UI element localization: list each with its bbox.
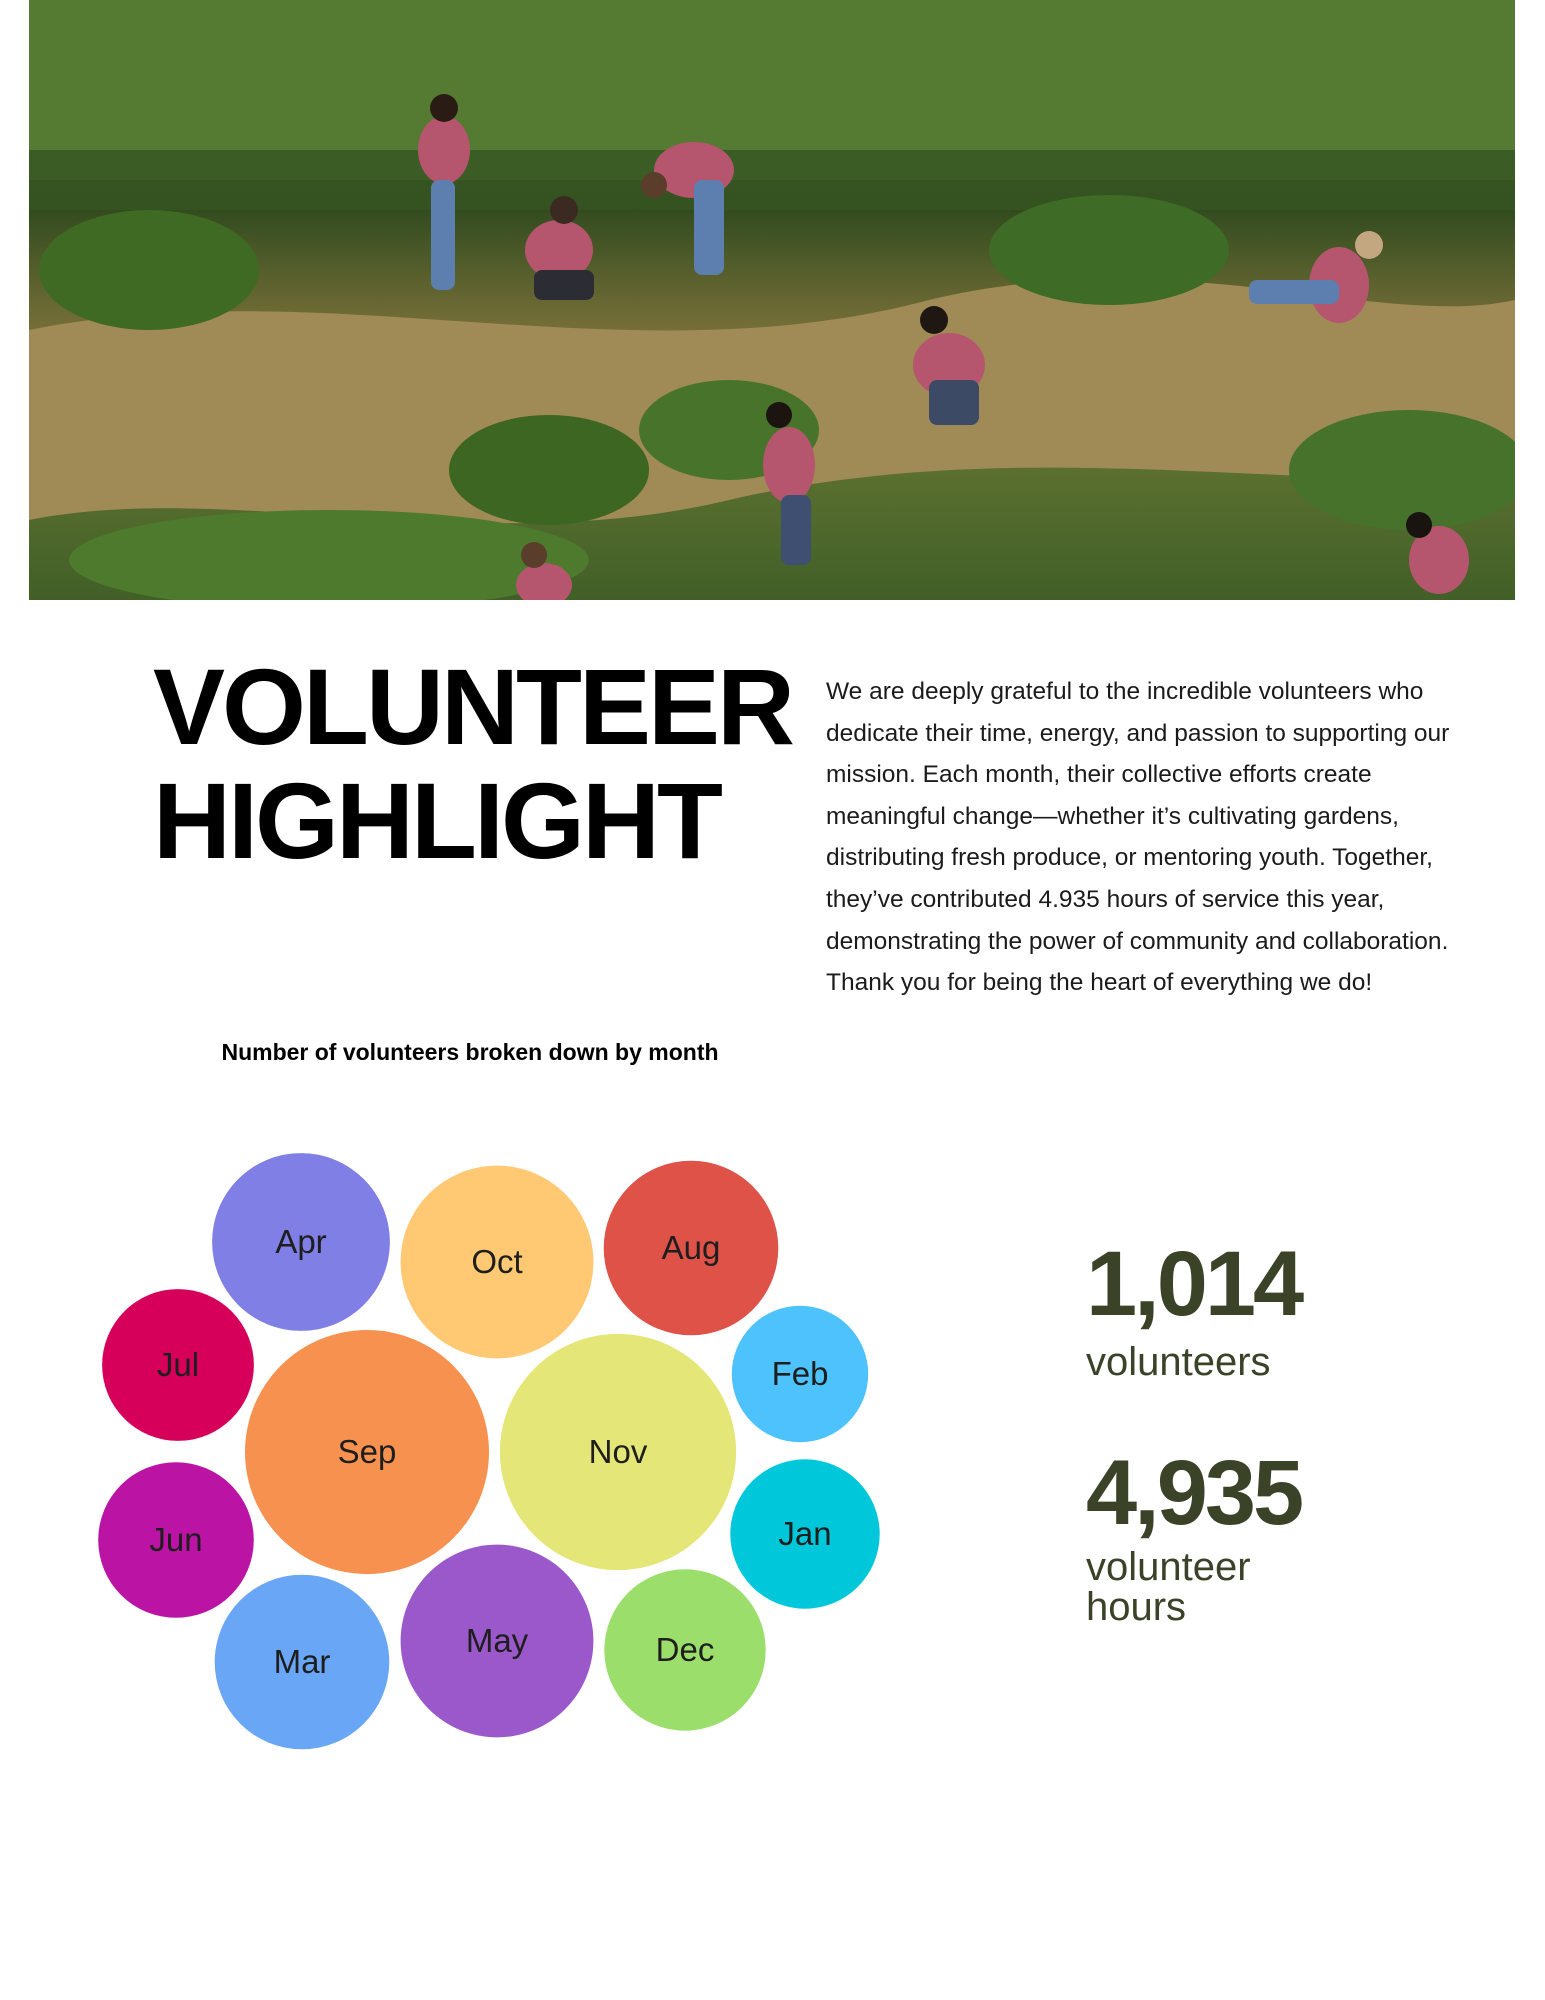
bubble-apr xyxy=(212,1153,390,1331)
stat-hours-value: 4,935 xyxy=(1086,1442,1302,1544)
stat-hours xyxy=(1086,1442,1302,1629)
chart-title: Number of volunteers broken down by month xyxy=(221,1039,719,1065)
bubble-nov-label: Nov xyxy=(588,1433,648,1470)
bubble-feb xyxy=(732,1306,868,1442)
shrub xyxy=(989,195,1229,305)
volunteer-figure xyxy=(525,196,594,300)
bubble-dec xyxy=(604,1569,765,1730)
bubble-aug xyxy=(604,1161,779,1336)
bubble-chart xyxy=(0,1100,900,1780)
bubble-mar xyxy=(215,1575,390,1750)
page-title xyxy=(153,646,793,881)
bubble-feb-label: Feb xyxy=(771,1355,829,1392)
bubble-jan-label: Jan xyxy=(778,1515,832,1552)
title-line-1: VOLUNTEER xyxy=(153,646,793,767)
shrub xyxy=(39,210,259,330)
bubble-oct xyxy=(401,1166,594,1359)
bubble-jul-label: Jul xyxy=(156,1346,200,1383)
bubble-aug-label: Aug xyxy=(661,1229,721,1266)
bubble-sep-label: Sep xyxy=(337,1433,397,1470)
bubble-jan xyxy=(730,1459,879,1608)
bubble-jun-label: Jun xyxy=(149,1521,203,1558)
bubble-jun xyxy=(98,1462,254,1618)
grass xyxy=(69,510,589,600)
bubble-sep xyxy=(245,1330,489,1574)
bubble-mar-label: Mar xyxy=(273,1643,331,1680)
title-line-2: HIGHLIGHT xyxy=(153,760,720,881)
bubble-dec-label: Dec xyxy=(655,1631,715,1668)
stat-volunteers-label: volunteers xyxy=(1086,1340,1271,1384)
bubble-nov xyxy=(500,1334,736,1570)
stat-hours-label: volunteer hours xyxy=(1086,1545,1251,1629)
stat-volunteers-value: 1,014 xyxy=(1086,1233,1302,1335)
bubble-apr-label: Apr xyxy=(275,1223,327,1260)
bubble-jul xyxy=(102,1289,254,1441)
shrub xyxy=(449,415,649,525)
intro-paragraph: We are deeply grateful to the incredible volunteers who dedicate their time, energy, and passion to supporting our mission. Each month, their collective efforts create meaningful change—whether it’s cultivating gardens, distributing fresh produce, or mentoring youth. Together, they’ve contributed 4.935 hours of service this year, demonstrating the power of community and collaboration. Thank you for being the heart of everything we do! xyxy=(826,678,1450,997)
bubble-may xyxy=(401,1545,594,1738)
hero-photo xyxy=(29,0,1515,600)
hero-photo-illustration xyxy=(29,0,1515,600)
corn-shadow xyxy=(29,150,1515,210)
bubble-oct-label: Oct xyxy=(471,1243,523,1280)
bubble-may-label: May xyxy=(465,1622,529,1659)
stat-volunteers xyxy=(1086,1233,1302,1384)
